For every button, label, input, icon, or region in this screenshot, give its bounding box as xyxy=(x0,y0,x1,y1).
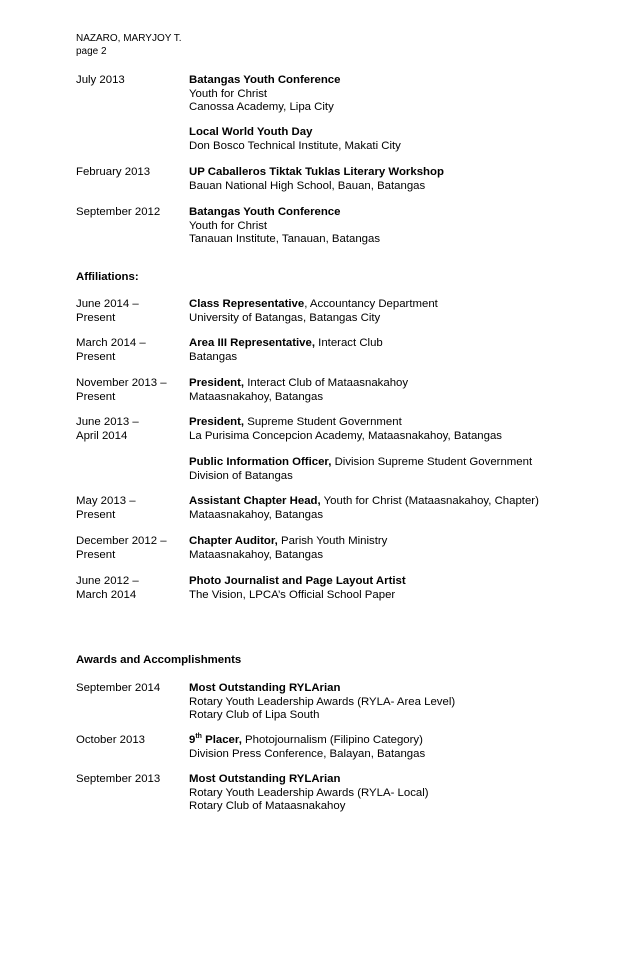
event-line: Youth for Christ xyxy=(189,87,268,100)
affiliation-role: Public Information Officer, xyxy=(189,456,332,468)
affiliation-org: Division Supreme Student Government xyxy=(331,456,533,468)
affiliation-role: President, xyxy=(189,377,245,389)
affiliation-location: Mataasnakahoy, Batangas xyxy=(189,548,324,561)
event-line: Don Bosco Technical Institute, Makati City xyxy=(189,139,401,152)
affiliation-date-end: Present xyxy=(76,548,116,561)
affiliation-date-start: December 2012 – xyxy=(76,535,167,547)
affiliation-org: Supreme Student Government xyxy=(244,416,402,428)
event-line: Canossa Academy, Lipa City xyxy=(189,101,334,113)
event-date: September 2012 xyxy=(76,206,161,218)
event-title: Batangas Youth Conference xyxy=(189,74,341,86)
award-title: Most Outstanding RYLArian xyxy=(189,773,341,785)
award-line: Rotary Club of Mataasnakahoy xyxy=(189,800,346,812)
affiliation-role: Area III Representative, xyxy=(189,337,315,349)
award-title: Most Outstanding RYLArian xyxy=(189,682,341,694)
affiliation-location: University of Batangas, Batangas City xyxy=(189,311,381,324)
affiliation-date-start: June 2013 – xyxy=(76,416,139,428)
affiliation-role: Assistant Chapter Head, xyxy=(189,495,321,507)
affiliation-date-start: November 2013 – xyxy=(76,377,167,389)
award-title: Placer, xyxy=(201,734,242,746)
affiliation-org: Interact Club of Mataasnakahoy xyxy=(244,377,409,389)
award-category: Photojournalism (Filipino Category) xyxy=(241,734,423,746)
award-rank-suffix: th xyxy=(195,733,202,741)
event-date: July 2013 xyxy=(76,74,125,86)
event-title: UP Caballeros Tiktak Tuklas Literary Workshop xyxy=(189,166,444,178)
event-title: Batangas Youth Conference xyxy=(189,206,341,218)
affiliation-location: Mataasnakahoy, Batangas xyxy=(189,390,324,403)
event-line: Bauan National High School, Bauan, Batangas xyxy=(189,179,426,192)
award-line: Division Press Conference, Balayan, Batangas xyxy=(189,747,426,760)
event-line: Youth for Christ xyxy=(189,219,268,232)
affiliation-org: Parish Youth Ministry xyxy=(277,535,388,547)
event-date: February 2013 xyxy=(76,166,151,178)
affiliation-date-end: April 2014 xyxy=(76,429,128,442)
affiliation-location: Mataasnakahoy, Batangas xyxy=(189,508,324,521)
event-line: Tanauan Institute, Tanauan, Batangas xyxy=(189,233,381,245)
affiliations-heading: Affiliations: xyxy=(76,271,139,283)
affiliation-org: , Accountancy Department xyxy=(304,298,438,310)
award-line: Rotary Youth Leadership Awards (RYLA- Local) xyxy=(189,786,429,799)
award-date: October 2013 xyxy=(76,734,146,746)
affiliation-date-end: March 2014 xyxy=(76,588,137,601)
affiliation-date-end: Present xyxy=(76,311,116,324)
affiliation-date-start: March 2014 – xyxy=(76,337,146,349)
awards-heading: Awards and Accomplishments xyxy=(76,654,242,666)
affiliation-date-end: Present xyxy=(76,508,116,521)
award-rank-number: 9 xyxy=(189,734,196,746)
event-title: Local World Youth Day xyxy=(189,126,313,138)
affiliation-date-end: Present xyxy=(76,350,116,363)
affiliation-date-start: May 2013 – xyxy=(76,495,136,507)
affiliation-date-end: Present xyxy=(76,390,116,403)
affiliation-org: Youth for Christ (Mataasnakahoy, Chapter) xyxy=(320,495,539,507)
affiliation-role: Chapter Auditor, xyxy=(189,535,278,547)
affiliation-date-start: June 2012 – xyxy=(76,575,139,587)
affiliation-location: La Purisima Concepcion Academy, Mataasnakahoy, Batangas xyxy=(189,429,502,442)
header-name: NAZARO, MARYJOY T. xyxy=(76,33,182,44)
affiliation-location: The Vision, LPCA’s Official School Paper xyxy=(189,588,396,601)
affiliation-role: Photo Journalist and Page Layout Artist xyxy=(189,575,406,587)
award-line: Rotary Youth Leadership Awards (RYLA- Area Level) xyxy=(189,695,456,708)
affiliation-role: President, xyxy=(189,416,245,428)
header-page: page 2 xyxy=(76,46,107,57)
award-date: September 2013 xyxy=(76,773,161,785)
affiliation-location: Batangas xyxy=(189,350,238,363)
award-date: September 2014 xyxy=(76,682,161,694)
affiliation-location: Division of Batangas xyxy=(189,469,293,482)
affiliation-org: Interact Club xyxy=(315,337,383,349)
award-line: Rotary Club of Lipa South xyxy=(189,709,320,721)
affiliation-date-start: June 2014 – xyxy=(76,298,139,310)
affiliation-role: Class Representative xyxy=(189,298,305,310)
